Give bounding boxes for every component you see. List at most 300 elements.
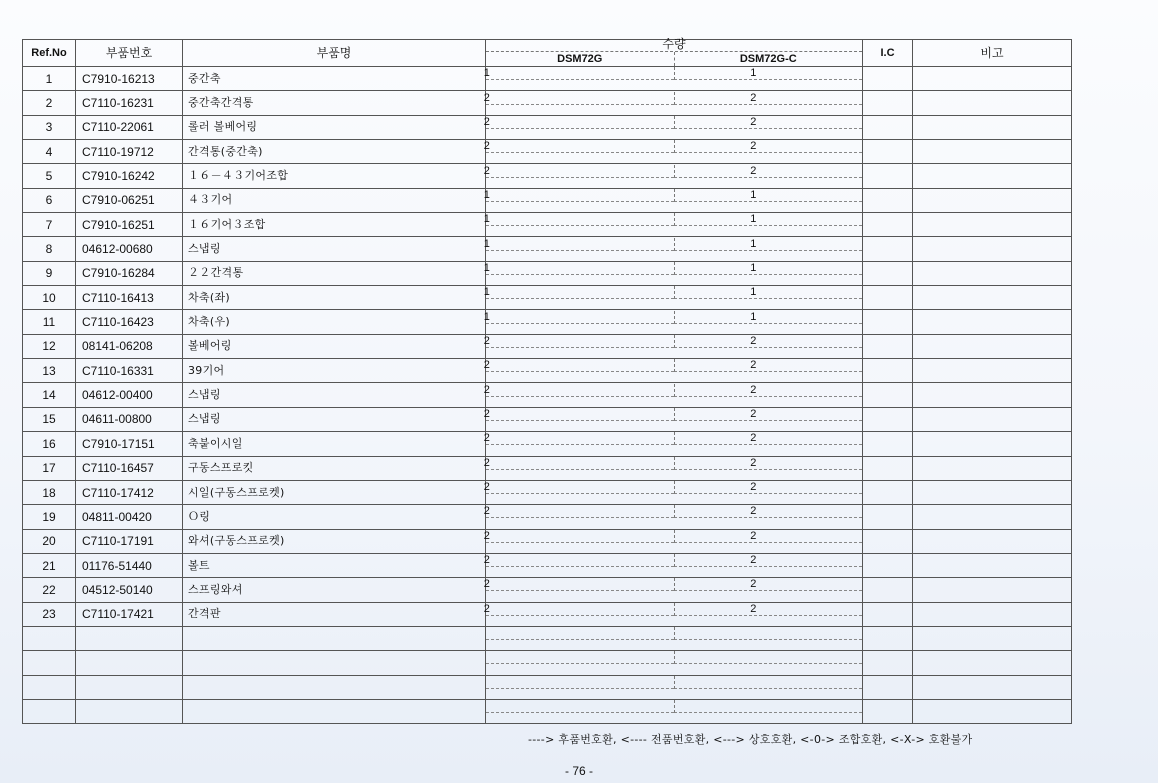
remarks-cell xyxy=(913,310,1072,334)
part-number-cell: C7910-16213 xyxy=(76,67,183,91)
ic-cell xyxy=(863,529,913,553)
ref-no-cell: 18 xyxy=(23,480,76,504)
quantity-cell xyxy=(483,140,863,164)
quantity-value: 2 xyxy=(750,140,757,153)
ref-no-cell xyxy=(23,675,76,699)
quantity-value: 2 xyxy=(750,456,757,469)
part-number-cell: C7910-16284 xyxy=(76,261,183,285)
quantity-value: 2 xyxy=(483,91,490,104)
qty-dsm72g xyxy=(483,164,674,178)
part-number-cell: C7910-16242 xyxy=(76,164,183,188)
page-number: - 76 - xyxy=(564,764,593,778)
quantity-value: 2 xyxy=(750,91,757,104)
qty-dsm72g xyxy=(483,237,674,251)
ic-cell xyxy=(863,261,913,285)
part-name-cell: 롤러 볼베어링 xyxy=(183,115,486,139)
part-number-cell: C7110-17191 xyxy=(76,529,183,553)
qty-dsm72g-c xyxy=(674,189,863,202)
quantity-value: 2 xyxy=(750,505,757,518)
qty-dsm72g xyxy=(483,286,674,299)
remarks-cell xyxy=(913,602,1072,626)
part-name-cell: １６－４３기어조합 xyxy=(183,164,486,188)
ic-cell xyxy=(863,213,913,237)
header-ic: I.C xyxy=(863,40,913,67)
quantity-cell xyxy=(483,286,863,310)
quantity-value: 2 xyxy=(750,481,757,494)
ic-cell xyxy=(863,91,913,115)
quantity-cell xyxy=(483,261,863,285)
part-number-cell: 04612-00680 xyxy=(76,237,183,261)
quantity-value: 2 xyxy=(483,407,490,420)
qty-dsm72g xyxy=(486,700,674,713)
ic-cell xyxy=(863,67,913,91)
quantity-cell xyxy=(483,91,863,115)
qty-dsm72g xyxy=(483,505,674,518)
table-row xyxy=(23,651,1072,675)
table-row xyxy=(23,456,1072,480)
remarks-cell xyxy=(913,505,1072,529)
remarks-cell xyxy=(913,140,1072,164)
header-part-name: 부품명 xyxy=(183,40,486,67)
part-number-cell: C7110-19712 xyxy=(76,140,183,164)
ref-no-cell: 14 xyxy=(23,383,76,407)
table-row xyxy=(23,407,1072,431)
qty-dsm72g-c xyxy=(674,286,863,299)
quantity-value: 1 xyxy=(483,67,490,80)
qty-dsm72g xyxy=(483,213,674,226)
ic-cell xyxy=(863,140,913,164)
ref-no-cell: 2 xyxy=(23,91,76,115)
remarks-cell xyxy=(913,188,1072,212)
part-number-cell xyxy=(76,699,183,723)
remarks-cell xyxy=(913,115,1072,139)
table-row xyxy=(23,115,1072,139)
quantity-cell xyxy=(483,529,863,553)
quantity-cell xyxy=(483,237,863,261)
table-row xyxy=(23,553,1072,577)
part-name-cell xyxy=(183,626,486,650)
ic-cell xyxy=(863,286,913,310)
header-model-dsm72g-c: DSM72G-C xyxy=(674,52,863,66)
qty-dsm72g xyxy=(483,554,674,567)
part-name-cell: 스냅링 xyxy=(183,383,486,407)
quantity-cell xyxy=(483,602,863,626)
qty-dsm72g xyxy=(483,67,674,80)
remarks-cell xyxy=(913,407,1072,431)
quantity-cell xyxy=(483,359,863,383)
table-row xyxy=(23,505,1072,529)
table-row xyxy=(23,383,1072,407)
quantity-cell xyxy=(486,626,863,650)
ic-cell xyxy=(863,505,913,529)
quantity-value: 2 xyxy=(483,359,490,372)
ref-no-cell: 12 xyxy=(23,334,76,358)
header-ref-no: Ref.No xyxy=(23,40,76,67)
remarks-cell xyxy=(913,675,1072,699)
part-number-cell: 04512-50140 xyxy=(76,578,183,602)
quantity-value: 2 xyxy=(483,140,490,153)
quantity-value: 2 xyxy=(750,334,757,347)
qty-dsm72g-c xyxy=(674,311,863,324)
ref-no-cell: 15 xyxy=(23,407,76,431)
ic-cell xyxy=(863,407,913,431)
ref-no-cell xyxy=(23,651,76,675)
quantity-cell xyxy=(483,407,863,431)
qty-dsm72g xyxy=(483,334,674,348)
interchangeability-legend: ----> 후품번호환, <---- 전품번호환, <---> 상호호환, <-0-> 조합호환, <-X-> 호환불가 xyxy=(528,733,973,746)
part-number-cell: C7110-17412 xyxy=(76,480,183,504)
qty-dsm72g xyxy=(486,651,674,664)
part-number-cell: 01176-51440 xyxy=(76,553,183,577)
remarks-cell xyxy=(913,432,1072,456)
qty-dsm72g-c xyxy=(674,457,863,470)
table-row xyxy=(23,164,1072,188)
quantity-value: 1 xyxy=(750,213,757,226)
ref-no-cell xyxy=(23,626,76,650)
ref-no-cell: 3 xyxy=(23,115,76,139)
part-number-cell xyxy=(76,626,183,650)
remarks-cell xyxy=(913,91,1072,115)
qty-dsm72g xyxy=(483,602,674,616)
qty-dsm72g xyxy=(483,383,674,397)
part-name-cell: 스냅링 xyxy=(183,237,486,261)
quantity-value: 2 xyxy=(483,481,490,494)
header-part-number: 부품번호 xyxy=(76,40,183,67)
table-row xyxy=(23,188,1072,212)
qty-dsm72g-c xyxy=(674,408,863,421)
quantity-cell xyxy=(483,456,863,480)
remarks-cell xyxy=(913,383,1072,407)
qty-dsm72g xyxy=(483,432,674,445)
table-row xyxy=(23,432,1072,456)
quantity-value: 1 xyxy=(483,188,490,201)
table-row xyxy=(23,213,1072,237)
quantity-value: 2 xyxy=(483,164,490,177)
part-number-cell: C7910-06251 xyxy=(76,188,183,212)
quantity-value: 1 xyxy=(483,286,490,299)
qty-dsm72g-c xyxy=(674,116,863,129)
part-name-cell: 스프링와셔 xyxy=(183,578,486,602)
quantity-cell xyxy=(483,383,863,407)
qty-dsm72g-c xyxy=(674,481,863,494)
part-name-cell: 스냅링 xyxy=(183,407,486,431)
part-name-cell: 볼트 xyxy=(183,553,486,577)
ic-cell xyxy=(863,480,913,504)
table-row xyxy=(23,699,1072,723)
qty-dsm72g-c xyxy=(674,213,863,226)
remarks-cell xyxy=(913,261,1072,285)
table-row xyxy=(23,626,1072,650)
table-row xyxy=(23,261,1072,285)
quantity-value: 2 xyxy=(483,115,490,128)
quantity-value: 1 xyxy=(750,237,757,250)
part-name-cell: 중간축 xyxy=(183,67,486,91)
qty-dsm72g-c xyxy=(674,578,863,591)
quantity-cell xyxy=(483,213,863,237)
part-name-cell: ４３기어 xyxy=(183,188,486,212)
quantity-value: 2 xyxy=(483,578,490,591)
header-model-dsm72g: DSM72G xyxy=(557,53,603,65)
ic-cell xyxy=(863,310,913,334)
parts-table xyxy=(22,39,1072,724)
qty-dsm72g-c xyxy=(674,530,863,543)
quantity-value: 1 xyxy=(483,261,490,274)
part-name-cell: 간격판 xyxy=(183,602,486,626)
quantity-value: 2 xyxy=(750,383,757,396)
ref-no-cell: 19 xyxy=(23,505,76,529)
ref-no-cell: 23 xyxy=(23,602,76,626)
ref-no-cell xyxy=(23,699,76,723)
quantity-value: 2 xyxy=(750,602,757,615)
quantity-value: 2 xyxy=(483,529,490,542)
qty-dsm72g-c xyxy=(674,67,863,80)
quantity-value: 2 xyxy=(483,334,490,347)
quantity-cell xyxy=(483,432,863,456)
ic-cell xyxy=(863,456,913,480)
qty-dsm72g xyxy=(486,627,674,640)
table-row xyxy=(23,359,1072,383)
qty-dsm72g-c xyxy=(674,140,863,153)
header-remarks: 비고 xyxy=(913,40,1072,67)
part-number-cell: C7110-16413 xyxy=(76,286,183,310)
part-number-cell: C7910-16251 xyxy=(76,213,183,237)
quantity-value: 1 xyxy=(750,188,757,201)
table-row xyxy=(23,286,1072,310)
quantity-cell xyxy=(486,699,863,723)
part-number-cell: C7910-17151 xyxy=(76,432,183,456)
quantity-value: 1 xyxy=(750,310,757,323)
qty-dsm72g xyxy=(483,310,674,324)
quantity-value: 2 xyxy=(483,505,490,518)
ref-no-cell: 11 xyxy=(23,310,76,334)
ic-cell xyxy=(863,602,913,626)
qty-dsm72g-c xyxy=(674,165,863,178)
ref-no-cell: 5 xyxy=(23,164,76,188)
quantity-cell xyxy=(483,505,863,529)
quantity-cell xyxy=(483,334,863,358)
ref-no-cell: 10 xyxy=(23,286,76,310)
ref-no-cell: 16 xyxy=(23,432,76,456)
qty-dsm72g-c xyxy=(674,676,863,689)
quantity-value: 1 xyxy=(483,310,490,323)
qty-dsm72g-c xyxy=(674,335,863,348)
quantity-value: 2 xyxy=(750,164,757,177)
table-row xyxy=(23,310,1072,334)
qty-dsm72g-c xyxy=(674,554,863,567)
qty-dsm72g-c xyxy=(674,384,863,397)
quantity-value: 2 xyxy=(750,578,757,591)
table-row xyxy=(23,334,1072,358)
header-quantity-label: 수량 xyxy=(662,37,686,51)
qty-dsm72g-c xyxy=(674,627,863,640)
header-row xyxy=(23,40,1072,67)
ic-cell xyxy=(863,699,913,723)
table-row xyxy=(23,237,1072,261)
quantity-value: 2 xyxy=(750,554,757,567)
ref-no-cell: 20 xyxy=(23,529,76,553)
remarks-cell xyxy=(913,286,1072,310)
ref-no-cell: 22 xyxy=(23,578,76,602)
remarks-cell xyxy=(913,480,1072,504)
qty-dsm72g xyxy=(483,115,674,129)
qty-dsm72g-c xyxy=(674,651,863,664)
quantity-cell xyxy=(483,578,863,602)
qty-dsm72g xyxy=(483,140,674,153)
ref-no-cell: 4 xyxy=(23,140,76,164)
part-name-cell: 시일(구동스프로켓) xyxy=(183,480,486,504)
part-name-cell xyxy=(183,675,486,699)
qty-dsm72g xyxy=(483,578,674,591)
quantity-cell xyxy=(483,188,863,212)
quantity-value: 1 xyxy=(750,286,757,299)
table-row xyxy=(23,529,1072,553)
remarks-cell xyxy=(913,578,1072,602)
ic-cell xyxy=(863,578,913,602)
qty-dsm72g-c xyxy=(674,359,863,372)
quantity-value: 1 xyxy=(750,261,757,274)
qty-dsm72g xyxy=(483,407,674,421)
ic-cell xyxy=(863,334,913,358)
ref-no-cell: 6 xyxy=(23,188,76,212)
quantity-value: 2 xyxy=(483,383,490,396)
ref-no-cell: 8 xyxy=(23,237,76,261)
ic-cell xyxy=(863,626,913,650)
table-row xyxy=(23,578,1072,602)
qty-dsm72g xyxy=(483,359,674,372)
part-number-cell: 04611-00800 xyxy=(76,407,183,431)
part-number-cell: C7110-16423 xyxy=(76,310,183,334)
ref-no-cell: 17 xyxy=(23,456,76,480)
ref-no-cell: 1 xyxy=(23,67,76,91)
quantity-value: 2 xyxy=(750,115,757,128)
part-number-cell xyxy=(76,675,183,699)
quantity-value: 2 xyxy=(750,359,757,372)
remarks-cell xyxy=(913,213,1072,237)
ic-cell xyxy=(863,164,913,188)
remarks-cell xyxy=(913,651,1072,675)
ic-cell xyxy=(863,115,913,139)
ic-cell xyxy=(863,432,913,456)
part-name-cell: 볼베어링 xyxy=(183,334,486,358)
part-name-cell: 구동스프로킷 xyxy=(183,456,486,480)
qty-dsm72g xyxy=(483,456,674,470)
remarks-cell xyxy=(913,529,1072,553)
quantity-cell xyxy=(483,480,863,504)
part-number-cell: 04811-00420 xyxy=(76,505,183,529)
remarks-cell xyxy=(913,359,1072,383)
header-quantity xyxy=(486,37,863,67)
table-row xyxy=(23,480,1072,504)
quantity-value: 2 xyxy=(483,456,490,469)
remarks-cell xyxy=(913,164,1072,188)
table-row xyxy=(23,675,1072,699)
remarks-cell xyxy=(913,334,1072,358)
remarks-cell xyxy=(913,456,1072,480)
part-number-cell xyxy=(76,651,183,675)
remarks-cell xyxy=(913,237,1072,261)
remarks-cell xyxy=(913,553,1072,577)
quantity-cell xyxy=(483,115,863,139)
table-row xyxy=(23,602,1072,626)
ref-no-cell: 21 xyxy=(23,553,76,577)
part-number-cell: C7110-17421 xyxy=(76,602,183,626)
part-name-cell: 간격통(중간축) xyxy=(183,140,486,164)
table-row xyxy=(23,91,1072,115)
qty-dsm72g xyxy=(483,529,674,543)
qty-dsm72g xyxy=(483,481,674,494)
remarks-cell xyxy=(913,699,1072,723)
quantity-value: 2 xyxy=(750,432,757,445)
table-row xyxy=(23,140,1072,164)
table-row xyxy=(23,67,1072,91)
quantity-cell xyxy=(486,675,863,699)
qty-dsm72g-c xyxy=(674,262,863,275)
qty-dsm72g xyxy=(483,261,674,275)
part-number-cell: C7110-16231 xyxy=(76,91,183,115)
part-name-cell: 축붙이시일 xyxy=(183,432,486,456)
ic-cell xyxy=(863,383,913,407)
qty-dsm72g-c xyxy=(674,238,863,251)
ref-no-cell: 7 xyxy=(23,213,76,237)
part-name-cell: 와셔(구동스프로켓) xyxy=(183,529,486,553)
qty-dsm72g-c xyxy=(674,603,863,616)
quantity-cell xyxy=(486,651,863,675)
qty-dsm72g-c xyxy=(674,92,863,105)
part-name-cell: Ｏ링 xyxy=(183,505,486,529)
qty-dsm72g xyxy=(483,188,674,202)
quantity-value: 2 xyxy=(483,554,490,567)
part-name-cell xyxy=(183,699,486,723)
part-number-cell: C7110-16331 xyxy=(76,359,183,383)
part-name-cell: ２２간격통 xyxy=(183,261,486,285)
part-number-cell: 08141-06208 xyxy=(76,334,183,358)
remarks-cell xyxy=(913,67,1072,91)
quantity-value: 2 xyxy=(750,407,757,420)
quantity-value: 1 xyxy=(750,67,757,80)
part-name-cell: 39기어 xyxy=(183,359,486,383)
ref-no-cell: 9 xyxy=(23,261,76,285)
part-name-cell: 차축(좌) xyxy=(183,286,486,310)
ic-cell xyxy=(863,651,913,675)
qty-dsm72g-c xyxy=(674,432,863,445)
part-name-cell xyxy=(183,651,486,675)
quantity-value: 2 xyxy=(483,602,490,615)
qty-dsm72g xyxy=(486,676,674,689)
ic-cell xyxy=(863,553,913,577)
ic-cell xyxy=(863,675,913,699)
qty-dsm72g-c xyxy=(674,700,863,713)
part-number-cell: C7110-16457 xyxy=(76,456,183,480)
quantity-cell xyxy=(483,67,863,91)
remarks-cell xyxy=(913,626,1072,650)
part-number-cell: 04612-00400 xyxy=(76,383,183,407)
qty-dsm72g xyxy=(483,91,674,105)
quantity-cell xyxy=(483,553,863,577)
qty-dsm72g-c xyxy=(674,505,863,518)
quantity-cell xyxy=(483,310,863,334)
quantity-value: 1 xyxy=(483,237,490,250)
part-number-cell: C7110-22061 xyxy=(76,115,183,139)
part-name-cell: 차축(우) xyxy=(183,310,486,334)
ic-cell xyxy=(863,359,913,383)
quantity-cell xyxy=(483,164,863,188)
part-name-cell: １６기어３조합 xyxy=(183,213,486,237)
quantity-value: 2 xyxy=(483,432,490,445)
ref-no-cell: 13 xyxy=(23,359,76,383)
quantity-value: 2 xyxy=(750,529,757,542)
ic-cell xyxy=(863,237,913,261)
part-name-cell: 중간축간격통 xyxy=(183,91,486,115)
